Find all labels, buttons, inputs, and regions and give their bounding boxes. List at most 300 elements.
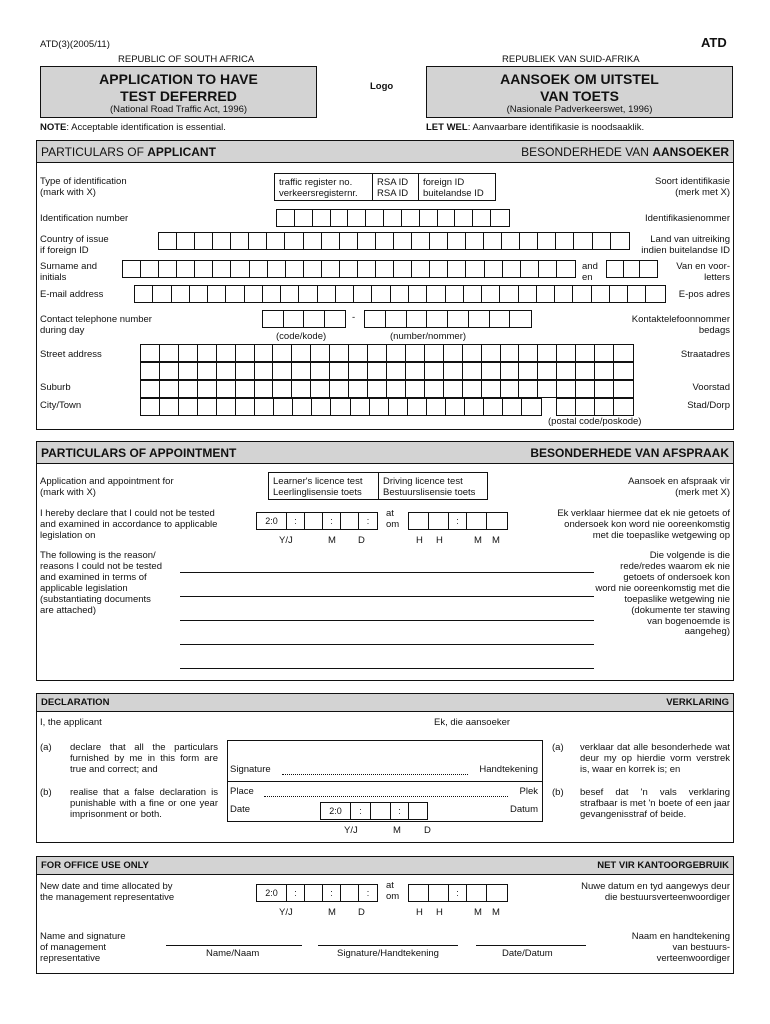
code-label: (code/kode) xyxy=(276,331,327,342)
input-cell[interactable] xyxy=(557,399,576,415)
decl-label-yj: Y/J xyxy=(344,825,358,836)
input-cell[interactable] xyxy=(231,261,249,277)
input-cell[interactable] xyxy=(190,286,208,302)
input-cell[interactable] xyxy=(198,399,217,415)
input-cell[interactable] xyxy=(593,233,611,249)
input-cell[interactable] xyxy=(292,363,311,379)
title-af-line1: AANSOEK OM UITSTEL xyxy=(500,71,659,87)
input-cell[interactable] xyxy=(595,345,614,361)
input-cell[interactable] xyxy=(135,286,153,302)
input-cell[interactable] xyxy=(611,233,629,249)
input-cell[interactable] xyxy=(141,363,160,379)
input-cell[interactable] xyxy=(463,363,482,379)
input-cell[interactable] xyxy=(349,345,368,361)
note-af: LET WEL: Aanvaarbare identifikasie is noodsaaklik. xyxy=(426,122,645,133)
office-header xyxy=(37,857,733,875)
input-cell[interactable] xyxy=(177,233,195,249)
label-m: M xyxy=(328,535,336,546)
input-cell[interactable] xyxy=(285,233,303,249)
input-cell[interactable] xyxy=(503,261,521,277)
input-cell[interactable] xyxy=(576,399,595,415)
input-cell[interactable] xyxy=(394,261,412,277)
input-cell[interactable] xyxy=(614,381,633,397)
input-cell[interactable] xyxy=(325,311,346,327)
input-cell[interactable] xyxy=(267,233,285,249)
input-cell[interactable] xyxy=(141,399,160,415)
appt-date-cells[interactable]: 2:0 : : : xyxy=(256,512,378,530)
input-cell[interactable] xyxy=(318,286,336,302)
date-label: Date xyxy=(230,804,251,815)
input-cell[interactable] xyxy=(236,381,255,397)
applicant-header xyxy=(37,141,733,163)
email-label-af: E-pos adres xyxy=(678,289,730,300)
input-cell[interactable] xyxy=(387,345,406,361)
input-cell[interactable] xyxy=(420,210,438,226)
input-cell[interactable] xyxy=(448,261,466,277)
input-cell[interactable] xyxy=(277,210,295,226)
signature-line[interactable] xyxy=(282,774,468,775)
input-cell[interactable] xyxy=(521,261,539,277)
suburb-label-en: Suburb xyxy=(40,382,71,393)
input-cell[interactable] xyxy=(576,363,595,379)
street-label-en: Street address xyxy=(40,349,102,360)
declaration-date-cells[interactable]: 2:0 : : xyxy=(320,802,428,820)
input-cell[interactable] xyxy=(268,261,286,277)
input-cell[interactable] xyxy=(273,363,292,379)
place-line[interactable] xyxy=(264,796,508,797)
logo-placeholder: Logo xyxy=(370,81,394,92)
input-cell[interactable] xyxy=(293,399,312,415)
input-cell[interactable] xyxy=(195,261,213,277)
input-cell[interactable] xyxy=(376,233,394,249)
input-cell[interactable] xyxy=(425,363,444,379)
input-cell[interactable] xyxy=(231,233,249,249)
appt-time-cells[interactable]: : xyxy=(408,512,508,530)
input-cell[interactable] xyxy=(465,399,484,415)
input-cell[interactable] xyxy=(160,399,179,415)
decl-label-m: M xyxy=(393,825,401,836)
rep-label-en: Name and signature of management representative xyxy=(40,931,126,964)
email-cells[interactable] xyxy=(134,285,666,303)
input-cell[interactable] xyxy=(628,286,646,302)
input-cell[interactable] xyxy=(376,261,394,277)
input-cell[interactable] xyxy=(255,363,274,379)
input-cell[interactable] xyxy=(490,311,511,327)
input-cell[interactable] xyxy=(646,286,664,302)
input-cell[interactable] xyxy=(501,345,520,361)
input-cell[interactable] xyxy=(236,363,255,379)
input-cell[interactable] xyxy=(406,345,425,361)
option-learner-licence[interactable]: Learner's licence test Leerlinglisensie toets xyxy=(269,473,379,499)
input-cell[interactable] xyxy=(576,381,595,397)
input-cell[interactable] xyxy=(179,381,198,397)
input-cell[interactable] xyxy=(614,345,633,361)
tel-label-en: Contact telephone number during day xyxy=(40,314,152,336)
input-cell[interactable] xyxy=(217,345,236,361)
applicant-header-af: BESONDERHEDE VAN AANSOEKER xyxy=(521,144,729,159)
label-yj: Y/J xyxy=(279,535,293,546)
item-a-af: verklaar dat alle besonderhede wat deur my op hierdie vorm verstrek is, waar en korrek is; en xyxy=(580,742,730,775)
input-cell[interactable] xyxy=(198,381,217,397)
input-cell[interactable] xyxy=(482,286,500,302)
input-cell[interactable] xyxy=(172,286,190,302)
datum-label: Datum xyxy=(510,804,538,815)
input-cell[interactable] xyxy=(469,311,490,327)
input-cell[interactable] xyxy=(286,261,304,277)
note-en: NOTE: Acceptable identification is essential. xyxy=(40,122,226,133)
input-cell[interactable] xyxy=(195,233,213,249)
input-cell[interactable] xyxy=(372,286,390,302)
surname-label-en: Surname and initials xyxy=(40,261,98,283)
input-cell[interactable] xyxy=(502,233,520,249)
input-cell[interactable] xyxy=(366,210,384,226)
surname-cells[interactable] xyxy=(122,260,576,278)
input-cell[interactable] xyxy=(501,381,520,397)
input-cell[interactable] xyxy=(455,210,473,226)
rep-name-line[interactable] xyxy=(166,945,302,946)
input-cell[interactable] xyxy=(255,381,274,397)
country-issue-label-en: Country of issue if foreign ID xyxy=(40,234,109,256)
appointment-header-en: PARTICULARS OF APPOINTMENT xyxy=(41,445,237,460)
declare-label-en: I hereby declare that I could not be tested and examined in accordance to applicable legislation on xyxy=(40,508,218,541)
input-cell[interactable] xyxy=(217,399,236,415)
form-badge: ATD xyxy=(701,35,727,50)
option-traffic-register[interactable]: traffic register no. verkeersregisternr. xyxy=(275,174,373,200)
input-cell[interactable] xyxy=(510,311,531,327)
rep-signature-line[interactable] xyxy=(318,945,458,946)
office-time-cells[interactable]: : xyxy=(408,884,508,902)
input-cell[interactable] xyxy=(557,261,575,277)
input-cell[interactable] xyxy=(473,210,491,226)
input-cell[interactable] xyxy=(482,381,501,397)
input-cell[interactable] xyxy=(281,286,299,302)
input-cell[interactable] xyxy=(614,363,633,379)
input-cell[interactable] xyxy=(573,286,591,302)
title-box-af xyxy=(426,66,733,118)
handtekening-label: Handtekening xyxy=(479,764,538,775)
input-cell[interactable] xyxy=(284,311,305,327)
input-cell[interactable] xyxy=(463,345,482,361)
input-cell[interactable] xyxy=(444,363,463,379)
input-cell[interactable] xyxy=(340,261,358,277)
input-cell[interactable] xyxy=(448,311,469,327)
input-cell[interactable] xyxy=(595,363,614,379)
input-cell[interactable] xyxy=(555,286,573,302)
input-cell[interactable] xyxy=(263,311,284,327)
input-cell[interactable] xyxy=(538,233,556,249)
input-cell[interactable] xyxy=(519,381,538,397)
input-cell[interactable] xyxy=(354,286,372,302)
input-cell[interactable] xyxy=(311,381,330,397)
input-cell[interactable] xyxy=(406,381,425,397)
input-cell[interactable] xyxy=(255,345,274,361)
input-cell[interactable] xyxy=(368,363,387,379)
input-cell[interactable] xyxy=(412,233,430,249)
tel-code-cells[interactable] xyxy=(262,310,346,328)
input-cell[interactable] xyxy=(391,286,409,302)
declaration-header-en: DECLARATION xyxy=(41,697,110,708)
input-cell[interactable] xyxy=(236,345,255,361)
input-cell[interactable] xyxy=(340,233,358,249)
idnum-label-en: Identification number xyxy=(40,213,129,224)
input-cell[interactable] xyxy=(519,286,537,302)
office-header-en: FOR OFFICE USE ONLY xyxy=(41,860,149,871)
input-cell[interactable] xyxy=(160,381,179,397)
rep-signature-label: Signature/Handtekening xyxy=(337,948,439,959)
input-cell[interactable] xyxy=(141,261,159,277)
input-cell[interactable] xyxy=(466,233,484,249)
city-cells[interactable] xyxy=(140,398,542,416)
input-cell[interactable] xyxy=(311,363,330,379)
input-cell[interactable] xyxy=(331,210,349,226)
input-cell[interactable] xyxy=(217,381,236,397)
input-cell[interactable] xyxy=(482,345,501,361)
rep-label-af: Naam en handtekening van bestuurs- verteenwoordiger xyxy=(631,931,730,964)
input-cell[interactable] xyxy=(295,210,313,226)
new-date-label-en: New date and time allocated by the management representative xyxy=(40,881,175,903)
input-cell[interactable] xyxy=(491,210,509,226)
input-cell[interactable] xyxy=(557,381,576,397)
input-cell[interactable] xyxy=(485,261,503,277)
input-cell[interactable] xyxy=(595,381,614,397)
input-cell[interactable] xyxy=(624,261,641,277)
input-cell[interactable] xyxy=(217,363,236,379)
input-cell[interactable] xyxy=(595,399,614,415)
input-cell[interactable] xyxy=(408,399,427,415)
input-cell[interactable] xyxy=(482,363,501,379)
input-cell[interactable] xyxy=(519,363,538,379)
input-cell[interactable] xyxy=(610,286,628,302)
input-cell[interactable] xyxy=(249,233,267,249)
input-cell[interactable] xyxy=(236,399,255,415)
street-label-af: Straatadres xyxy=(680,349,730,360)
input-cell[interactable] xyxy=(255,399,274,415)
office-date-cells[interactable]: 2:0 : : : xyxy=(256,884,378,902)
reason-line-5[interactable] xyxy=(180,668,594,669)
input-cell[interactable] xyxy=(607,261,624,277)
input-cell[interactable] xyxy=(427,286,445,302)
input-cell[interactable] xyxy=(444,345,463,361)
country-issue-cells[interactable] xyxy=(158,232,630,250)
input-cell[interactable] xyxy=(463,381,482,397)
id-type-label-af: Soort identifikasie (merk met X) xyxy=(655,176,730,198)
input-cell[interactable] xyxy=(484,399,503,415)
option-driving-licence[interactable]: Driving licence test Bestuurslisensie toets xyxy=(383,476,476,498)
signature-divider xyxy=(228,781,542,782)
input-cell[interactable] xyxy=(304,261,322,277)
input-cell[interactable] xyxy=(425,345,444,361)
input-cell[interactable] xyxy=(409,286,427,302)
input-cell[interactable] xyxy=(336,286,354,302)
input-cell[interactable] xyxy=(351,399,370,415)
input-cell[interactable] xyxy=(274,399,293,415)
reason-line-1[interactable] xyxy=(180,572,594,573)
input-cell[interactable] xyxy=(179,345,198,361)
input-cell[interactable] xyxy=(430,233,448,249)
input-cell[interactable] xyxy=(198,363,217,379)
input-cell[interactable] xyxy=(446,399,465,415)
applicant-header-en: PARTICULARS OF APPLICANT xyxy=(41,144,216,159)
act-af: (Nasionale Padverkeerswet, 1996) xyxy=(506,104,653,115)
input-cell[interactable] xyxy=(427,399,446,415)
reason-line-4[interactable] xyxy=(180,644,594,645)
input-cell[interactable] xyxy=(349,381,368,397)
declaration-header-af: VERKLARING xyxy=(666,697,729,708)
reason-line-2[interactable] xyxy=(180,596,594,597)
input-cell[interactable] xyxy=(446,286,464,302)
title-af-line2: VAN TOETS xyxy=(540,88,619,104)
input-cell[interactable] xyxy=(539,261,557,277)
tel-number-cells[interactable] xyxy=(364,310,532,328)
input-cell[interactable] xyxy=(407,311,428,327)
input-cell[interactable] xyxy=(501,363,520,379)
input-cell[interactable] xyxy=(387,381,406,397)
input-cell[interactable] xyxy=(358,261,376,277)
input-cell[interactable] xyxy=(160,345,179,361)
street-cells-1[interactable] xyxy=(140,344,634,362)
input-cell[interactable] xyxy=(159,233,177,249)
input-cell[interactable] xyxy=(292,345,311,361)
country-af: REPUBLIEK VAN SUID-AFRIKA xyxy=(502,54,640,65)
input-cell[interactable] xyxy=(213,261,231,277)
office-label-h1: H xyxy=(416,907,423,918)
input-cell[interactable] xyxy=(386,311,407,327)
input-cell[interactable] xyxy=(245,286,263,302)
input-cell[interactable] xyxy=(406,363,425,379)
label-mm1: M xyxy=(474,535,482,546)
suburb-cells[interactable] xyxy=(140,380,634,398)
input-cell[interactable] xyxy=(412,261,430,277)
plek-label: Plek xyxy=(519,786,538,797)
input-cell[interactable] xyxy=(520,233,538,249)
option-foreign-id[interactable]: foreign ID buitelandse ID xyxy=(423,177,484,199)
input-cell[interactable] xyxy=(123,261,141,277)
input-cell[interactable] xyxy=(177,261,195,277)
input-cell[interactable] xyxy=(484,233,502,249)
input-cell[interactable] xyxy=(576,345,595,361)
input-cell[interactable] xyxy=(330,363,349,379)
input-cell[interactable] xyxy=(153,286,171,302)
input-cell[interactable] xyxy=(425,381,444,397)
input-cell[interactable] xyxy=(322,261,340,277)
input-cell[interactable] xyxy=(348,210,366,226)
input-cell[interactable] xyxy=(349,363,368,379)
input-cell[interactable] xyxy=(141,381,160,397)
input-cell[interactable] xyxy=(448,233,466,249)
option-rsa-id[interactable]: RSA ID RSA ID xyxy=(373,174,419,200)
input-cell[interactable] xyxy=(141,345,160,361)
input-cell[interactable] xyxy=(519,345,538,361)
new-date-label-af: Nuwe datum en tyd aangewys deur die bestuursverteenwoordiger xyxy=(581,881,730,903)
input-cell[interactable] xyxy=(538,381,557,397)
rep-date-line[interactable] xyxy=(476,945,586,946)
input-cell[interactable] xyxy=(198,345,217,361)
label-h1: H xyxy=(416,535,423,546)
input-cell[interactable] xyxy=(640,261,657,277)
input-cell[interactable] xyxy=(466,261,484,277)
reason-label-af: Die volgende is die rede/redes waarom ek nie getoets of ondersoek kon word nie ooreenkomstig met die toepaslike wetgewing nie (dokumente ter stawing van bogenoemde is aangeheg) xyxy=(595,550,730,638)
input-cell[interactable] xyxy=(368,345,387,361)
office-label-yj: Y/J xyxy=(279,907,293,918)
input-cell[interactable] xyxy=(574,233,592,249)
input-cell[interactable] xyxy=(322,233,340,249)
input-cell[interactable] xyxy=(430,261,448,277)
input-cell[interactable] xyxy=(500,286,518,302)
input-cell[interactable] xyxy=(330,381,349,397)
input-cell[interactable] xyxy=(208,286,226,302)
input-cell[interactable] xyxy=(614,399,633,415)
input-cell[interactable] xyxy=(464,286,482,302)
input-cell[interactable] xyxy=(370,399,389,415)
input-cell[interactable] xyxy=(213,233,231,249)
input-cell[interactable] xyxy=(292,381,311,397)
input-cell[interactable] xyxy=(299,286,317,302)
initials-cells[interactable] xyxy=(606,260,658,278)
office-label-d: D xyxy=(358,907,365,918)
input-cell[interactable] xyxy=(394,233,412,249)
input-cell[interactable] xyxy=(250,261,268,277)
postal-code-cells[interactable] xyxy=(556,398,634,416)
input-cell[interactable] xyxy=(387,363,406,379)
input-cell[interactable] xyxy=(312,399,331,415)
input-cell[interactable] xyxy=(358,233,376,249)
input-cell[interactable] xyxy=(522,399,541,415)
input-cell[interactable] xyxy=(389,399,408,415)
input-cell[interactable] xyxy=(384,210,402,226)
input-cell[interactable] xyxy=(557,363,576,379)
input-cell[interactable] xyxy=(444,381,463,397)
input-cell[interactable] xyxy=(538,345,557,361)
input-cell[interactable] xyxy=(592,286,610,302)
number-label: (number/nommer) xyxy=(390,331,467,342)
input-cell[interactable] xyxy=(304,233,322,249)
item-b-af: besef dat 'n vals verklaring strafbaar is met 'n boete of een jaar gevangenisstraf of beide. xyxy=(580,787,730,820)
input-cell[interactable] xyxy=(160,363,179,379)
reason-line-3[interactable] xyxy=(180,620,594,621)
act-en: (National Road Traffic Act, 1996) xyxy=(109,104,248,115)
input-cell[interactable] xyxy=(273,345,292,361)
input-cell[interactable] xyxy=(538,363,557,379)
idnum-cells[interactable] xyxy=(276,209,510,227)
input-cell[interactable] xyxy=(556,233,574,249)
input-cell[interactable] xyxy=(402,210,420,226)
applicant-label-en: I, the applicant xyxy=(40,717,102,728)
id-type-label-en: Type of identification (mark with X) xyxy=(40,176,127,198)
input-cell[interactable] xyxy=(226,286,244,302)
input-cell[interactable] xyxy=(557,345,576,361)
input-cell[interactable] xyxy=(427,311,448,327)
input-cell[interactable] xyxy=(438,210,456,226)
input-cell[interactable] xyxy=(368,381,387,397)
input-cell[interactable] xyxy=(365,311,386,327)
input-cell[interactable] xyxy=(263,286,281,302)
input-cell[interactable] xyxy=(537,286,555,302)
input-cell[interactable] xyxy=(311,345,330,361)
appt-for-label-af: Aansoek en afspraak vir (merk met X) xyxy=(628,476,730,498)
input-cell[interactable] xyxy=(304,311,325,327)
street-cells-2[interactable] xyxy=(140,362,634,380)
input-cell[interactable] xyxy=(313,210,331,226)
office-label-m: M xyxy=(328,907,336,918)
input-cell[interactable] xyxy=(331,399,350,415)
input-cell[interactable] xyxy=(503,399,522,415)
input-cell[interactable] xyxy=(330,345,349,361)
input-cell[interactable] xyxy=(273,381,292,397)
input-cell[interactable] xyxy=(159,261,177,277)
input-cell[interactable] xyxy=(179,363,198,379)
input-cell[interactable] xyxy=(179,399,198,415)
office-header-af: NET VIR KANTOORGEBRUIK xyxy=(597,860,729,871)
